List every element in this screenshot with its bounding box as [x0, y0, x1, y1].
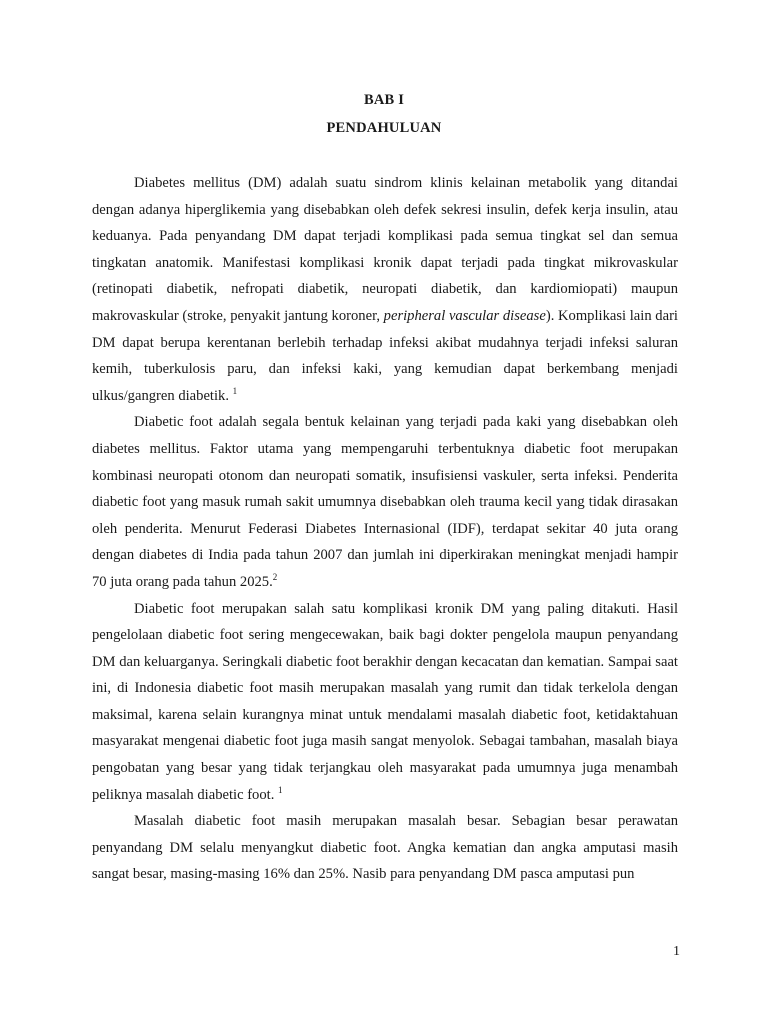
paragraph-1	[92, 170, 678, 409]
citation-ref: 1	[232, 385, 238, 396]
paragraph-1-text: Diabetes mellitus (DM) adalah suatu sindrom klinis kelainan metabolik yang ditandai dengan adanya hiperglikemia yang disebabkan oleh defek sekresi insulin, defek kerja insulin, atau keduanya. Pada penyandang DM dapat terjadi komplikasi pada semua tingkat sel dan semua tingkatan anatomik. Manifestasi komplikasi kronik dapat terjadi pada tingkat mikrovaskular (retinopati diabetik, nefropati diabetik, neuropati diabetik, dan kardiomiopati) maupun makrovaskular (stroke, penyakit jantung koroner,	[92, 175, 678, 324]
citation-ref: 2	[272, 571, 278, 582]
chapter-title: PENDAHULUAN	[326, 120, 442, 136]
chapter-label: BAB I	[363, 92, 405, 108]
paragraph-2-text: Diabetic foot adalah segala bentuk kelainan yang terjadi pada kaki yang disebabkan oleh diabetes mellitus. Faktor utama yang mempengaruhi terbentuknya diabetic foot merupakan kombinasi neuropati otonom dan neuropati somatik, insufisiensi vaskuler, serta infeksi. Penderita diabetic foot yang masuk rumah sakit umumnya disebabkan oleh trauma kecil yang tidak dirasakan oleh penderita. Menurut Federasi Diabetes Internasional (IDF), terdapat sekitar 40 juta orang dengan diabetes di India pada tahun 2007 dan jumlah ini diperkirakan meningkat menjadi hampir 70 juta orang pada tahun 2025.	[92, 414, 678, 590]
paragraph-1-text-continued: ). Komplikasi lain dari DM dapat berupa kerentanan berlebih terhadap infeksi akibat mudahnya terjadi infeksi saluran kemih, tuberkulosis paru, dan infeksi kaki, yang kemudian dapat berkembang menjadi ulkus/gangren diabetik.	[92, 307, 678, 404]
paragraph-3	[92, 596, 678, 809]
paragraph-3-text: Diabetic foot merupakan salah satu komplikasi kronik DM yang paling ditakuti. Hasil pengelolaan diabetic foot sering mengecewakan, baik bagi dokter pengelola maupun penyandang DM dan keluarganya. Seringkali diabetic foot berakhir dengan kecacatan dan kematian. Sampai saat ini, di Indonesia diabetic foot masih merupakan masalah yang rumit dan tidak terkelola dengan maksimal, karena selain kurangnya minat untuk mendalami masalah diabetic foot, ketidaktahuan masyarakat mengenai diabetic foot juga masih sangat menyolok. Sebagai tambahan, masalah biaya pengobatan yang besar yang tidak terjangkau oleh masyarakat pada umumnya juga menambah peliknya masalah diabetic foot.	[92, 600, 678, 803]
paragraph-2	[92, 409, 678, 595]
page-number: 1	[673, 944, 680, 959]
paragraph-4-text: Masalah diabetic foot masih merupakan masalah besar. Sebagian besar perawatan penyandang DM selalu menyangkut diabetic foot. Angka kematian dan angka amputasi masih sangat besar, masing-masing 16% dan 25%. Nasib para penyandang DM pasca amputasi pun	[92, 813, 678, 883]
citation-ref: 1	[278, 784, 283, 795]
paragraph-1-italic-term: peripheral vascular disease	[383, 307, 546, 324]
paragraph-4	[92, 808, 678, 888]
body-text	[92, 170, 678, 888]
